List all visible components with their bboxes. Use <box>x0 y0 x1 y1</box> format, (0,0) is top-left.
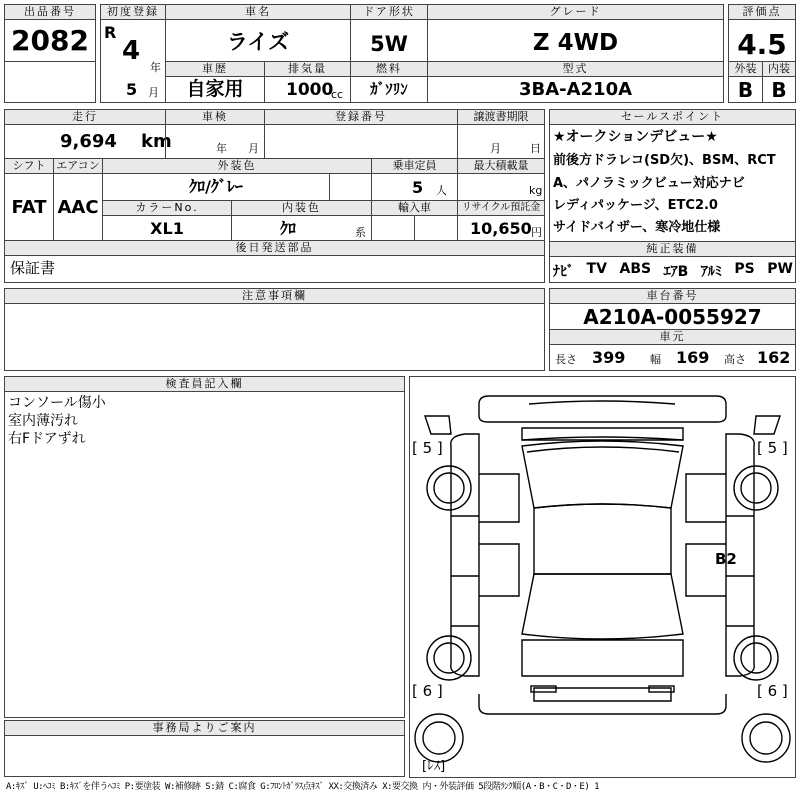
later-parts-cell <box>4 255 545 283</box>
height-label: 高さ <box>724 353 746 366</box>
inspector-note-3: 右Fドアずれ <box>8 431 86 447</box>
max-load-label: 最大積載量 <box>457 158 545 174</box>
equipment-item: PW <box>767 261 793 277</box>
tire-front-left-depth: [ 5 ] <box>412 439 443 457</box>
mileage-unit: km <box>141 131 172 152</box>
history-label: 車歴 <box>165 61 265 77</box>
aircon: AAC <box>57 197 99 218</box>
inspection-label: 車検 <box>165 109 265 125</box>
interior-color-unit: 系 <box>355 226 366 239</box>
fuel-label: 燃料 <box>350 61 428 77</box>
transfer-deadline-label: 譲渡書期限 <box>457 109 545 125</box>
sales-point-2: 前後方ドラレコ(SD欠)、BSM、RCT <box>553 153 776 168</box>
inspection-year-unit: 年 <box>216 142 227 155</box>
registration-number-label: 登録番号 <box>264 109 458 125</box>
damage-mark-b2: B2 <box>715 550 737 568</box>
office-cell <box>4 735 405 777</box>
max-load-unit: kg <box>529 184 543 197</box>
model-label: 型式 <box>427 61 724 77</box>
import-label: 輸入車 <box>371 200 458 216</box>
exterior-color: ｸﾛ/ｸﾞﾚｰ <box>189 177 243 196</box>
chassis-number-label: 車台番号 <box>549 288 796 304</box>
equipment-item: TV <box>586 261 607 277</box>
door-label: ドア形状 <box>350 4 428 20</box>
aircon-label: エアコン <box>53 158 103 174</box>
transfer-day-unit: 日 <box>530 142 541 155</box>
later-parts-label: 後日発送部品 <box>4 240 545 256</box>
exterior-grade: B <box>737 78 754 102</box>
sales-point-5: サイドバイザー、寒冷地仕様 <box>553 220 721 235</box>
chassis-number: A210A-0055927 <box>583 305 762 329</box>
recycle-deposit: 10,650 <box>470 219 532 238</box>
sales-points-label: セールスポイント <box>549 109 796 125</box>
capacity: 5 <box>412 178 424 197</box>
registration-year: 4 <box>122 36 141 66</box>
equipment-item: ｱﾙﾐ <box>700 264 722 280</box>
car-name-label: 車名 <box>165 4 351 20</box>
sales-point-4: レディパッケージ、ETC2.0 <box>553 198 718 213</box>
era: R <box>104 23 117 42</box>
score: 4.5 <box>737 28 787 61</box>
door-type: 5W <box>370 32 408 56</box>
shift-label: シフト <box>4 158 54 174</box>
length-label: 長さ <box>555 353 577 366</box>
displacement: 1000 <box>286 80 334 100</box>
equipment-label: 純正装備 <box>549 241 796 257</box>
recycle-deposit-label: リサイクル預託金 <box>457 200 545 216</box>
car-name: ライズ <box>226 30 290 54</box>
length: 399 <box>592 348 626 367</box>
first-registration-label: 初度登録 <box>100 4 166 20</box>
legend: A:ｷｽﾞ U:ﾍｺﾐ B:ｷｽﾞを伴うﾍｺﾐ P:要塗装 W:補修跡 S:錆 C:腐食 G:ﾌﾛﾝﾄｶﾞﾗｽ点ｷｽﾞ XX:交換済み X:要交換 内・外装評価 5段階ﾗﾝｸ順(A・B・C・D・E) 1 <box>6 782 600 792</box>
width: 169 <box>676 348 710 367</box>
interior-color: ｸﾛ <box>280 219 297 238</box>
lot-number-blank <box>4 61 96 103</box>
dimensions-label: 車元 <box>549 329 796 345</box>
height: 162 <box>757 348 791 367</box>
inspector-note-2: 室内薄汚れ <box>8 413 78 429</box>
import-cell-2 <box>414 215 458 241</box>
inspector-note-1: コンソール傷小 <box>8 395 106 411</box>
car-diagram <box>409 376 796 778</box>
fuel: ｶﾞｿﾘﾝ <box>370 80 408 98</box>
capacity-label: 乗車定員 <box>371 158 458 174</box>
lot-number: 2082 <box>11 24 89 57</box>
notes-label: 注意事項欄 <box>4 288 545 304</box>
inspector-label: 検査員記入欄 <box>4 376 405 392</box>
recycle-deposit-unit: 円 <box>531 226 542 239</box>
displacement-label: 排気量 <box>264 61 351 77</box>
inspection-month-unit: 月 <box>248 142 259 155</box>
notes-cell <box>4 303 545 371</box>
transfer-month-unit: 月 <box>490 142 501 155</box>
width-label: 幅 <box>650 353 661 366</box>
displacement-unit: cc <box>331 88 344 101</box>
interior-grade-label: 内装 <box>762 61 796 77</box>
exterior-color-blank <box>329 173 372 201</box>
model-code: 3BA-A210A <box>518 79 633 100</box>
later-parts: 保証書 <box>10 259 56 277</box>
equipment-item: ABS <box>619 261 652 277</box>
month-unit: 月 <box>148 86 159 99</box>
equipment-list <box>553 261 793 281</box>
lot-number-label: 出品番号 <box>4 4 96 20</box>
mileage-label: 走行 <box>4 109 166 125</box>
registration-month: 5 <box>126 80 138 99</box>
interior-grade: B <box>771 78 787 102</box>
sales-point-1: ★オークションデビュー★ <box>553 129 718 145</box>
year-unit: 年 <box>150 61 161 74</box>
history: 自家用 <box>186 78 244 100</box>
exterior-grade-label: 外装 <box>728 61 763 77</box>
equipment-item: PS <box>734 261 755 277</box>
registration-number-cell <box>264 124 458 159</box>
color-number-label: カラーNo. <box>102 200 232 216</box>
equipment-item: ﾅﾋﾞ <box>553 264 574 280</box>
score-label: 評価点 <box>728 4 796 20</box>
sales-point-3: A、パノラミックビュー対応ナビ <box>553 176 745 191</box>
tire-front-right-depth: [ 5 ] <box>757 439 788 457</box>
grade: Z 4WD <box>532 30 619 56</box>
mileage: 9,694 <box>60 131 117 152</box>
exterior-color-label: 外装色 <box>102 158 372 174</box>
shift: FAT <box>11 197 47 218</box>
import-cell <box>371 215 415 241</box>
spare-tire-label: [ﾚｽ] <box>422 759 446 774</box>
capacity-unit: 人 <box>436 184 447 197</box>
grade-label: グレード <box>427 4 724 20</box>
interior-color-label: 内装色 <box>231 200 372 216</box>
color-number: XL1 <box>150 219 184 238</box>
equipment-item: ｴｱB <box>663 264 689 280</box>
interior-color-cell <box>231 215 372 241</box>
office-label: 事務局よりご案内 <box>4 720 405 736</box>
tire-rear-left-depth: [ 6 ] <box>412 682 443 700</box>
tire-rear-right-depth: [ 6 ] <box>757 682 788 700</box>
